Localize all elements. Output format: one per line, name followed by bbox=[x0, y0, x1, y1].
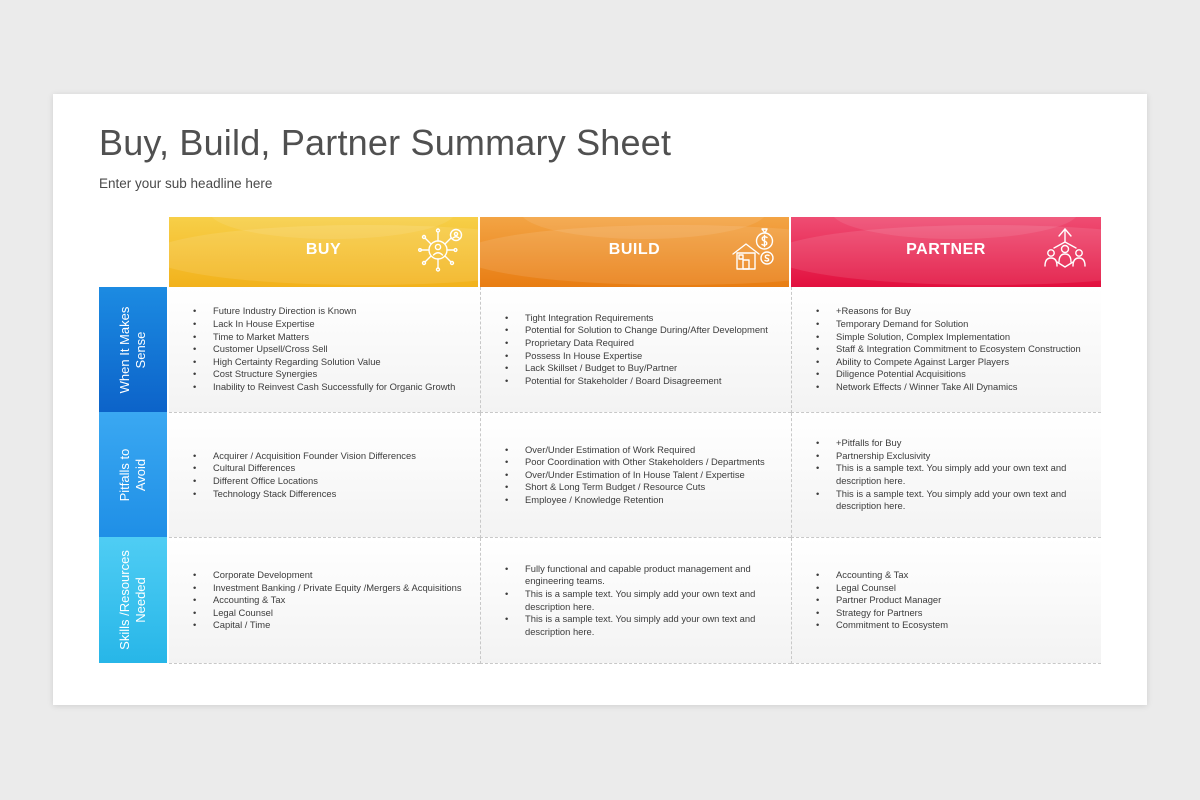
bullet-item: • Technology Stack Differences bbox=[193, 488, 416, 501]
bullet-item: • Lack In House Expertise bbox=[193, 318, 455, 331]
column-header-partner bbox=[791, 217, 1101, 287]
slide-subtitle: Enter your sub headline here bbox=[99, 176, 273, 191]
row-label-when-it-makes-sense: When It Makes Sense bbox=[117, 306, 148, 393]
bullet-item: • Potential for Solution to Change During/After Development bbox=[505, 324, 768, 337]
team-growth-icon bbox=[1041, 226, 1089, 274]
bullet-list bbox=[505, 444, 765, 507]
bullet-item: • Fully functional and capable product management and engineering teams. bbox=[505, 563, 777, 588]
bullet-item: • This is a sample text. You simply add your own text and description here. bbox=[816, 488, 1087, 513]
bullet-item: • Diligence Potential Acquisitions bbox=[816, 368, 1081, 381]
bullet-item: • Simple Solution, Complex Implementation bbox=[816, 331, 1081, 344]
bullet-item: • Tight Integration Requirements bbox=[505, 312, 768, 325]
cell-build-when-it-makes-sense bbox=[480, 287, 791, 413]
slide-title: Buy, Build, Partner Summary Sheet bbox=[99, 122, 672, 163]
bullet-item: • +Reasons for Buy bbox=[816, 305, 1081, 318]
bullet-item: • Lack Skillset / Budget to Buy/Partner bbox=[505, 362, 768, 375]
bullet-list bbox=[193, 305, 455, 393]
cell-build-skills-resources-needed bbox=[480, 538, 791, 664]
bullet-item: • Over/Under Estimation of Work Required bbox=[505, 444, 765, 457]
bullet-item: • Capital / Time bbox=[193, 619, 462, 632]
money-house-icon bbox=[729, 226, 777, 274]
column-header-build bbox=[480, 217, 789, 287]
bullet-item: • Inability to Reinvest Cash Successfully for Organic Growth bbox=[193, 381, 455, 394]
bullet-item: • Short & Long Term Budget / Resource Cuts bbox=[505, 481, 765, 494]
bullet-item: • High Certainty Regarding Solution Value bbox=[193, 356, 455, 369]
bullet-item: • Legal Counsel bbox=[816, 582, 948, 595]
bullet-item: • Customer Upsell/Cross Sell bbox=[193, 343, 455, 356]
bullet-item: • Partner Product Manager bbox=[816, 594, 948, 607]
bullet-item: • Potential for Stakeholder / Board Disagreement bbox=[505, 375, 768, 388]
cell-partner-when-it-makes-sense bbox=[791, 287, 1101, 413]
bullet-item: • This is a sample text. You simply add your own text and description here. bbox=[505, 588, 777, 613]
row-header-pitfalls-to-avoid bbox=[99, 412, 167, 537]
bullet-item: • Cost Structure Synergies bbox=[193, 368, 455, 381]
bullet-list bbox=[193, 569, 462, 632]
cell-build-pitfalls-to-avoid bbox=[480, 413, 791, 538]
row-label-skills-resources-needed: Skills /Resources Needed bbox=[117, 550, 148, 650]
bullet-item: • Legal Counsel bbox=[193, 607, 462, 620]
bullet-list bbox=[816, 305, 1081, 393]
cell-partner-pitfalls-to-avoid bbox=[791, 413, 1101, 538]
bullet-list bbox=[816, 437, 1087, 513]
bullet-item: • Staff & Integration Commitment to Ecosystem Construction bbox=[816, 343, 1081, 356]
bullet-item: • Network Effects / Winner Take All Dynamics bbox=[816, 381, 1081, 394]
bullet-item: • Corporate Development bbox=[193, 569, 462, 582]
bullet-item: • Cultural Differences bbox=[193, 462, 416, 475]
bullet-item: • Acquirer / Acquisition Founder Vision Differences bbox=[193, 450, 416, 463]
row-header-when-it-makes-sense bbox=[99, 287, 167, 412]
bullet-item: • Ability to Compete Against Larger Players bbox=[816, 356, 1081, 369]
bullet-item: • Time to Market Matters bbox=[193, 331, 455, 344]
row-header-skills-resources-needed bbox=[99, 537, 167, 663]
cell-buy-skills-resources-needed bbox=[169, 538, 480, 664]
bullet-item: • Commitment to Ecosystem bbox=[816, 619, 948, 632]
bullet-list bbox=[193, 450, 416, 500]
bullet-item: • Possess In House Expertise bbox=[505, 350, 768, 363]
bullet-item: • This is a sample text. You simply add your own text and description here. bbox=[816, 462, 1087, 487]
cell-partner-skills-resources-needed bbox=[791, 538, 1101, 664]
row-label-pitfalls-to-avoid: Pitfalls to Avoid bbox=[117, 448, 148, 501]
bullet-item: • +Pitfalls for Buy bbox=[816, 437, 1087, 450]
bullet-item: • Future Industry Direction is Known bbox=[193, 305, 455, 318]
bullet-list bbox=[505, 312, 768, 388]
column-label-buy: BUY bbox=[305, 241, 342, 258]
bullet-item: • Different Office Locations bbox=[193, 475, 416, 488]
bullet-list bbox=[816, 569, 948, 632]
bullet-item: • Temporary Demand for Solution bbox=[816, 318, 1081, 331]
bullet-item: • Accounting & Tax bbox=[193, 594, 462, 607]
bullet-item: • Proprietary Data Required bbox=[505, 337, 768, 350]
cell-buy-pitfalls-to-avoid bbox=[169, 413, 480, 538]
column-header-buy bbox=[169, 217, 478, 287]
bullet-item: • Employee / Knowledge Retention bbox=[505, 494, 765, 507]
bullet-item: • This is a sample text. You simply add your own text and description here. bbox=[505, 613, 777, 638]
bullet-item: • Strategy for Partners bbox=[816, 607, 948, 620]
slide bbox=[53, 94, 1147, 705]
bullet-item: • Partnership Exclusivity bbox=[816, 450, 1087, 463]
bullet-item: • Investment Banking / Private Equity /Mergers & Acquisitions bbox=[193, 582, 462, 595]
bullet-item: • Poor Coordination with Other Stakeholders / Departments bbox=[505, 456, 765, 469]
bullet-item: • Over/Under Estimation of In House Talent / Expertise bbox=[505, 469, 765, 482]
network-people-icon bbox=[418, 226, 466, 274]
cell-buy-when-it-makes-sense bbox=[169, 287, 480, 413]
bullet-list bbox=[505, 563, 777, 639]
column-label-partner: PARTNER bbox=[906, 241, 986, 258]
column-label-build: BUILD bbox=[608, 241, 661, 258]
bullet-item: • Accounting & Tax bbox=[816, 569, 948, 582]
